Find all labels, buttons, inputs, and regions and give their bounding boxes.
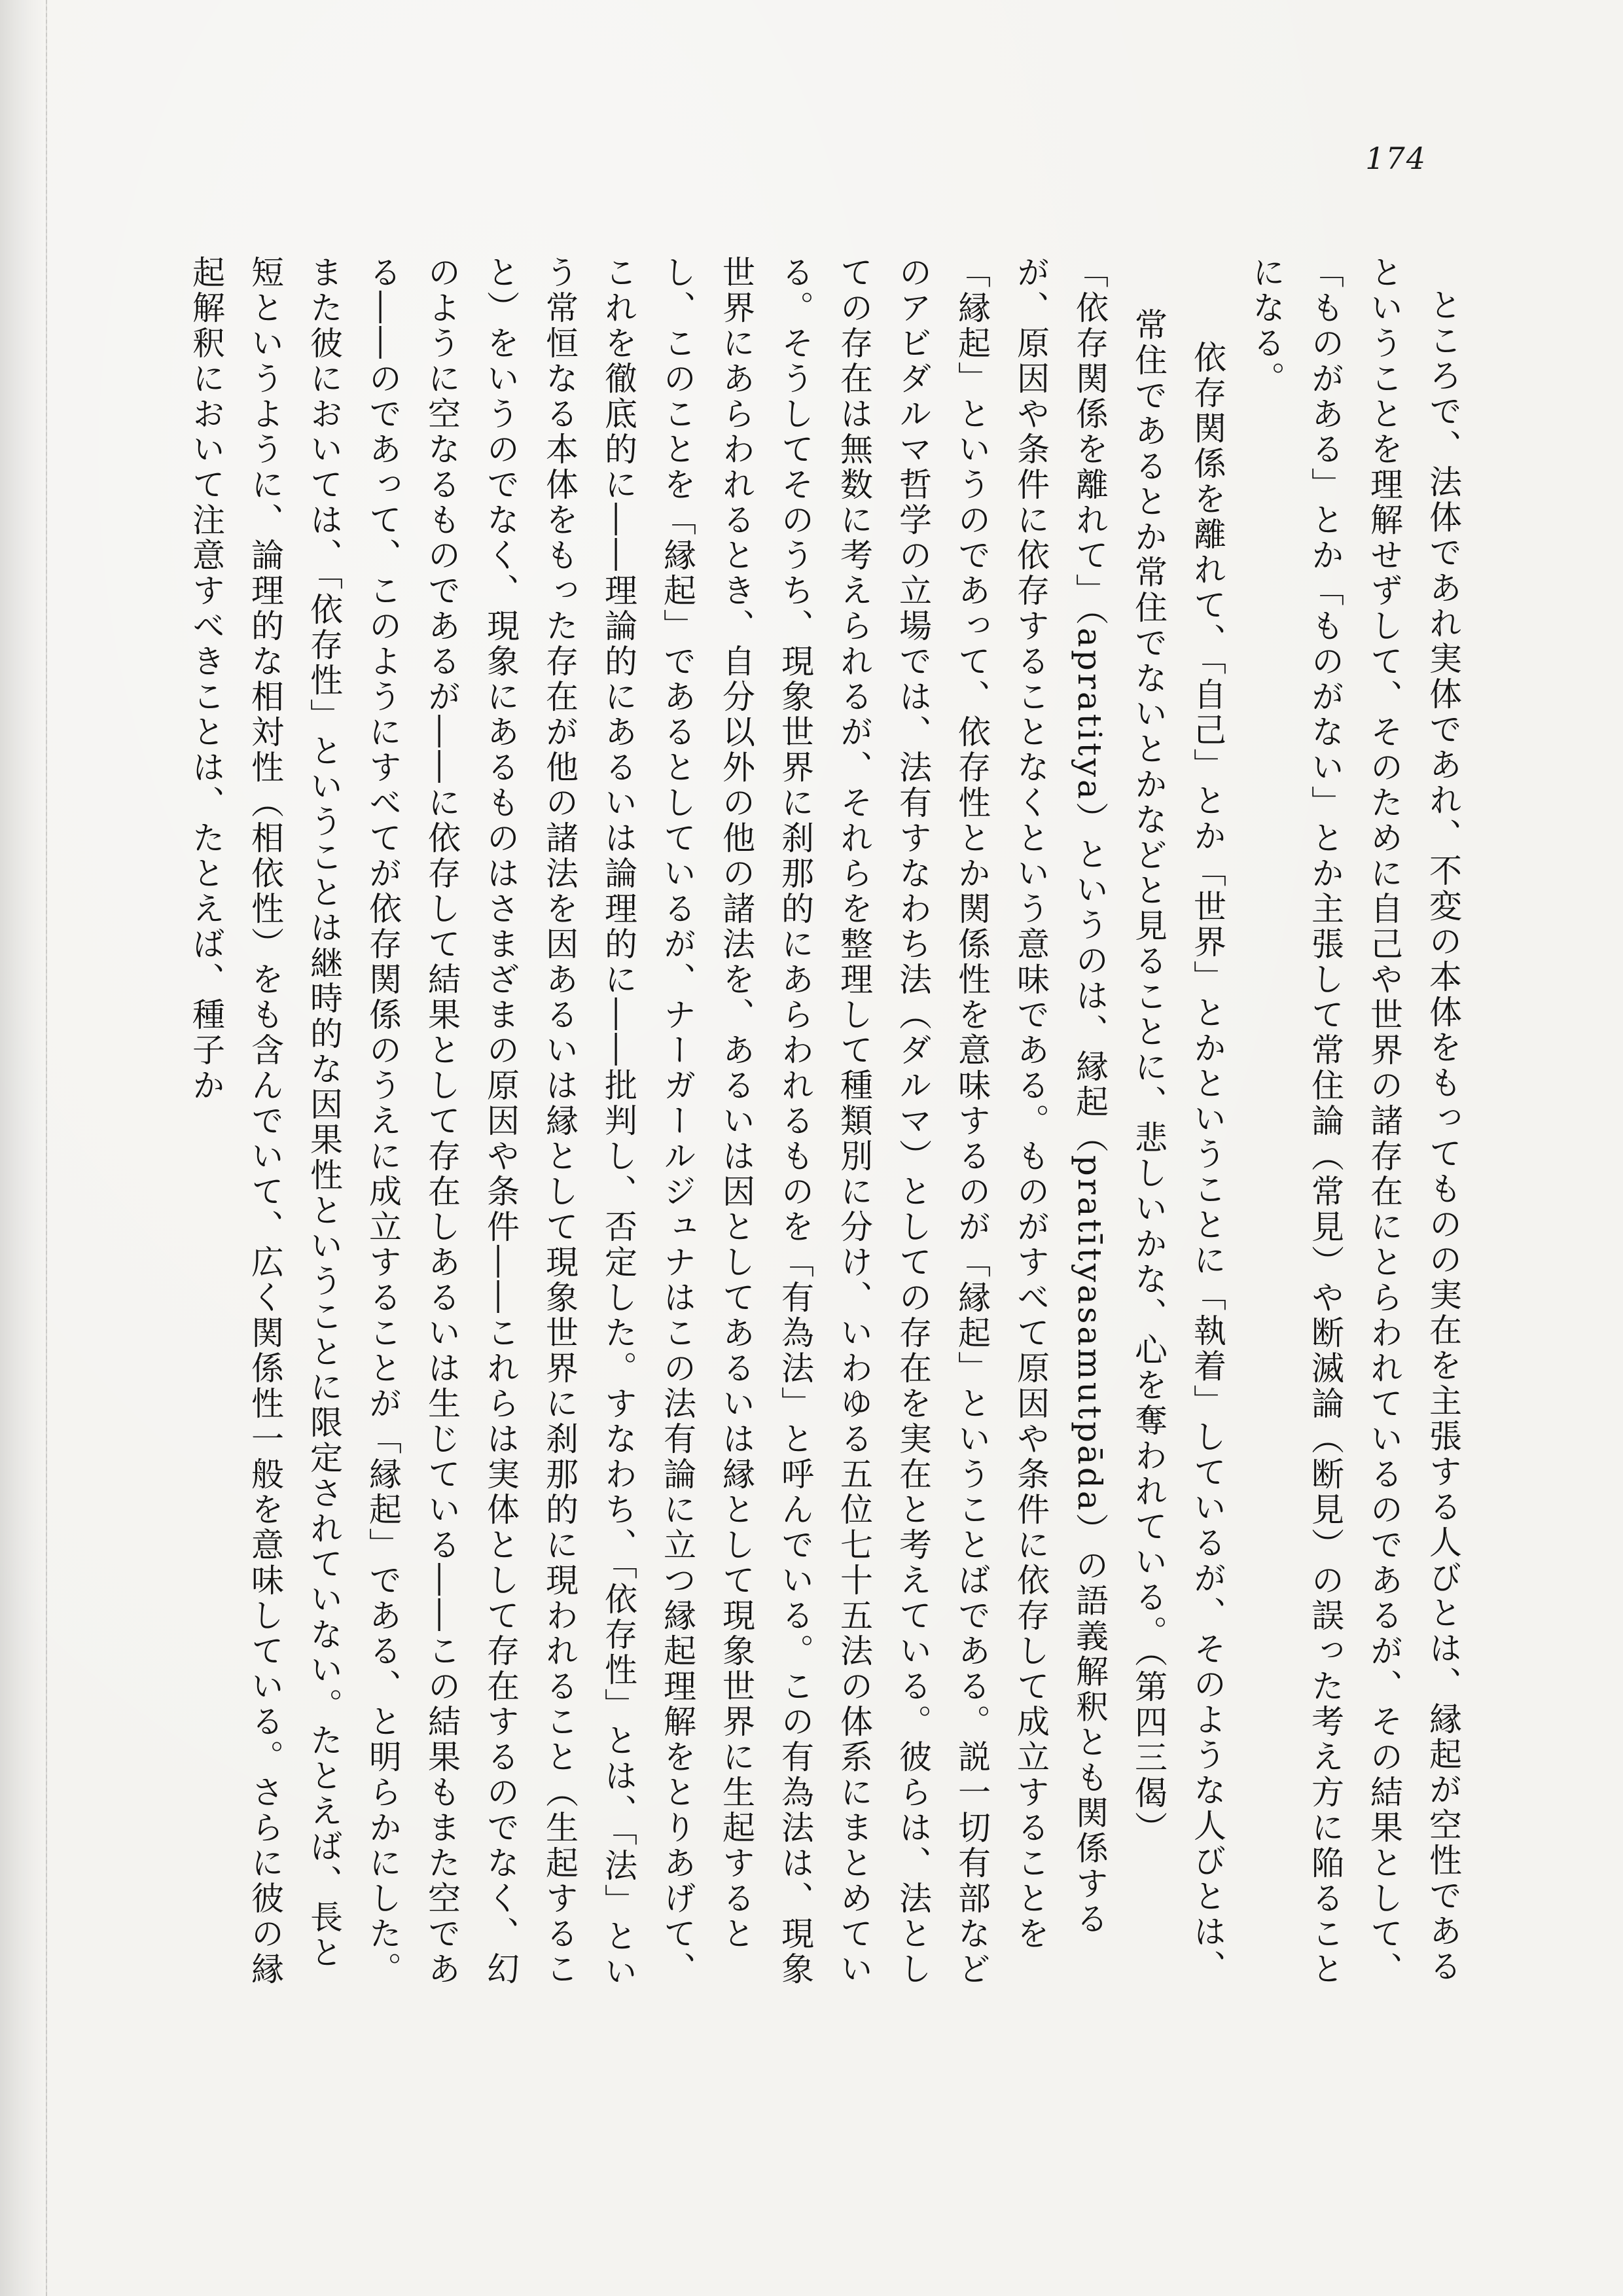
page-binding-edge xyxy=(0,0,47,2296)
vertical-text-body xyxy=(177,255,1472,2003)
paragraph-intro: ところで、法体であれ実体であれ、不変の本体をもってものの実在を主張する人びとは、縁起が空性であるということを理解せずして、そのために自己や世界の諸存在にとらわれているのであるが、その結果として、「ものがある」とか「ものがない」とか主張して常住論（常見）や断滅論（断見）の誤った考え方に陥ることになる。 xyxy=(1247,255,1462,1987)
paragraph-commentary: 「依存関係を離れて」（apratitya）というのは、縁起（pratītyasamutpāda）の語義解釈とも関係するが、原因や条件に依存することなくという意味である。ものがすべて原因や条件に依存して成立することを「縁起」というのであって、依存性とか関係性を意味するのが「縁起」ということばである。説一切有部などのアビダルマ哲学の立場では、法有すなわち法（ダルマ）としての存在を実在と考えている。彼らは、法としての存在は無数に考えられるが、それらを整理して種類別に分け、いわゆる五位七十五法の体系にまとめている。そうしてそのうち、現象世界に刹那的にあらわれるものを「有為法」と呼んでいる。この有為法は、現象世界にあらわれるとき、自分以外の他の諸法を、あるいは因としてあるいは縁として現象世界に生起するとし、このことを「縁起」であるとしているが、ナーガールジュナはこの法有論に立つ縁起理解をとりあげて、これを徹底的に――理論的にあるいは論理的に――批判し、否定した。すなわち、「依存性」とは、「法」という常恒なる本体をもった存在が他の諸法を因あるいは縁として現象世界に刹那的に現われること（生起すること）をいうのでなく、現象にあるものはさまざまの原因や条件――これらは実体として存在するのでなく、幻のように空なるものであるが――に依存して結果として存在しあるいは生じている――この結果もまた空である――のであって、このようにすべてが依存関係のうえに成立することが「縁起」である、と明らかにした。また彼においては、「依存性」ということは継時的な因果性ということに限定されていない。たとえば、長と短というように、論理的な相対性（相依性）をも含んでいて、広く関係性一般を意味している。さらに彼の縁起解釈において注意すべきことは、たとえば、種子か xyxy=(187,255,1109,1990)
page-number: 174 xyxy=(1365,141,1427,176)
verse-quote: 依存関係を離れて、「自己」とか「世界」とかということに「執着」しているが、そのような人びとは、常住であるとか常住でないとかなどと見ることに、悲しいかな、心を奪われている。（第四三偈） xyxy=(1130,308,1226,1985)
